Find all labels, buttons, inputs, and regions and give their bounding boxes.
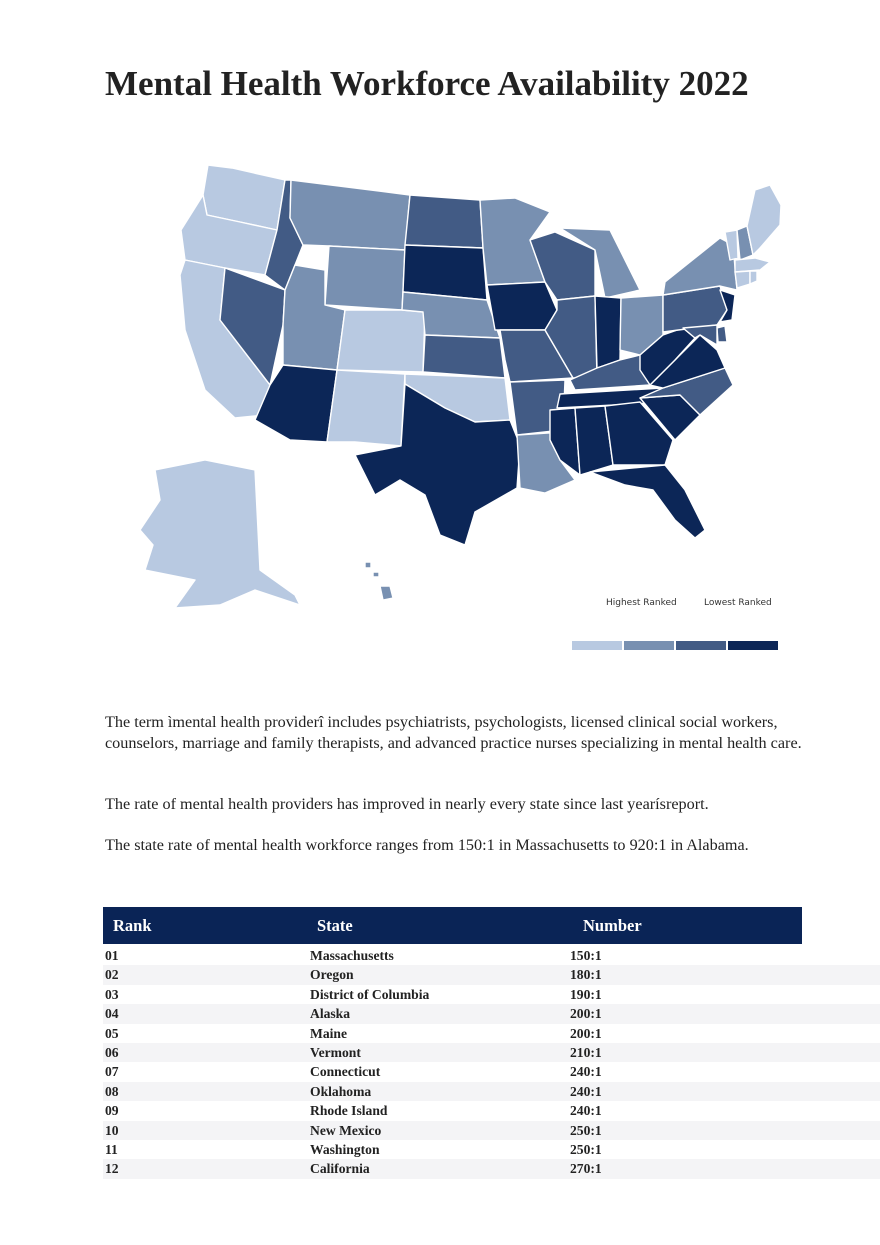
number-cell: 200:1 (570, 1025, 602, 1041)
rank-cell: 09 (105, 1103, 119, 1119)
state-hawaii (380, 586, 393, 600)
state-montana (290, 180, 410, 250)
rank-cell: 12 (105, 1161, 119, 1177)
rank-cell: 10 (105, 1122, 119, 1138)
table-row (103, 1140, 880, 1159)
us-choropleth-map (105, 150, 815, 610)
table-row (103, 1004, 880, 1023)
legend-highest-label: Highest Ranked (606, 598, 677, 608)
legend-lowest-label: Lowest Ranked (704, 598, 772, 608)
map-legend-bar (572, 641, 778, 650)
number-cell: 200:1 (570, 1006, 602, 1022)
rank-cell: 11 (105, 1141, 118, 1157)
number-cell: 270:1 (570, 1161, 602, 1177)
state-cell: Alaska (310, 1006, 351, 1022)
rank-cell: 02 (105, 967, 119, 983)
table-row (103, 1062, 880, 1081)
rank-cell: 01 (105, 948, 119, 963)
number-cell: 240:1 (570, 1083, 602, 1099)
legend-swatch-tier4 (728, 641, 778, 650)
rank-cell: 05 (105, 1025, 119, 1041)
state-north-dakota (405, 195, 483, 248)
state-indiana (595, 296, 621, 368)
table-row (103, 1159, 880, 1178)
number-cell: 250:1 (570, 1122, 602, 1138)
rank-cell: 04 (105, 1006, 119, 1022)
state-maine (747, 185, 781, 255)
number-cell: 210:1 (570, 1044, 602, 1060)
state-new-york (663, 238, 737, 295)
state-connecticut (735, 271, 750, 288)
state-cell: Washington (310, 1141, 380, 1157)
header-rank: Rank (113, 916, 152, 935)
state-cell: California (310, 1161, 370, 1177)
ranking-table-body (103, 946, 880, 1179)
number-cell: 190:1 (570, 986, 602, 1002)
state-cell: Oregon (310, 967, 354, 983)
table-row (103, 1101, 880, 1120)
state-south-dakota (403, 245, 487, 300)
number-cell: 240:1 (570, 1064, 602, 1080)
state-cell: Vermont (310, 1044, 361, 1060)
state-hawaii-islands (365, 562, 379, 577)
legend-swatch-tier3 (676, 641, 726, 650)
improvement-paragraph: The rate of mental health providers has improved in nearly every state since last yearísreport. (105, 795, 709, 813)
table-row (103, 985, 880, 1004)
state-cell: Rhode Island (310, 1103, 388, 1119)
rank-cell: 08 (105, 1083, 119, 1099)
table-row (103, 1082, 880, 1101)
state-alaska (140, 460, 300, 608)
state-iowa (487, 282, 557, 330)
rank-cell: 06 (105, 1044, 119, 1060)
state-colorado (337, 310, 425, 372)
header-state: State (317, 916, 353, 935)
state-cell: Connecticut (310, 1064, 381, 1080)
state-rhode-island (750, 271, 757, 284)
state-cell: New Mexico (310, 1122, 382, 1138)
state-wyoming (325, 246, 405, 310)
state-delaware (717, 326, 727, 342)
page-title: Mental Health Workforce Availability 2022 (105, 64, 749, 103)
legend-swatch-tier1 (572, 641, 622, 650)
state-massachusetts (735, 258, 770, 272)
state-florida (590, 465, 705, 538)
range-paragraph: The state rate of mental health workforce ranges from 150:1 in Massachusetts to 920:1 in Alabama. (105, 836, 749, 854)
table-row (103, 1024, 880, 1043)
table-row (103, 965, 880, 984)
table-row (103, 946, 880, 965)
header-number: Number (583, 916, 642, 935)
state-cell: Massachusetts (310, 948, 394, 963)
table-header (103, 907, 802, 944)
definition-paragraph: The term ìmental health providerî includes psychiatrists, psychologists, licensed clinical social workers, counselors, marriage and family therapists, and advanced practice nurses specializing in mental health care. (105, 713, 802, 752)
number-cell: 180:1 (570, 967, 602, 983)
map-legend-labels (606, 598, 806, 610)
number-cell: 240:1 (570, 1103, 602, 1119)
table-row (103, 1043, 880, 1062)
number-cell: 150:1 (570, 948, 602, 963)
rank-cell: 07 (105, 1064, 119, 1080)
state-cell: Oklahoma (310, 1083, 372, 1099)
state-cell: Maine (310, 1025, 347, 1041)
rank-cell: 03 (105, 986, 119, 1002)
number-cell: 250:1 (570, 1141, 602, 1157)
legend-swatch-tier2 (624, 641, 674, 650)
table-row (103, 1121, 880, 1140)
state-new-mexico (327, 370, 405, 446)
state-cell: District of Columbia (310, 986, 430, 1002)
state-kansas (423, 335, 505, 378)
